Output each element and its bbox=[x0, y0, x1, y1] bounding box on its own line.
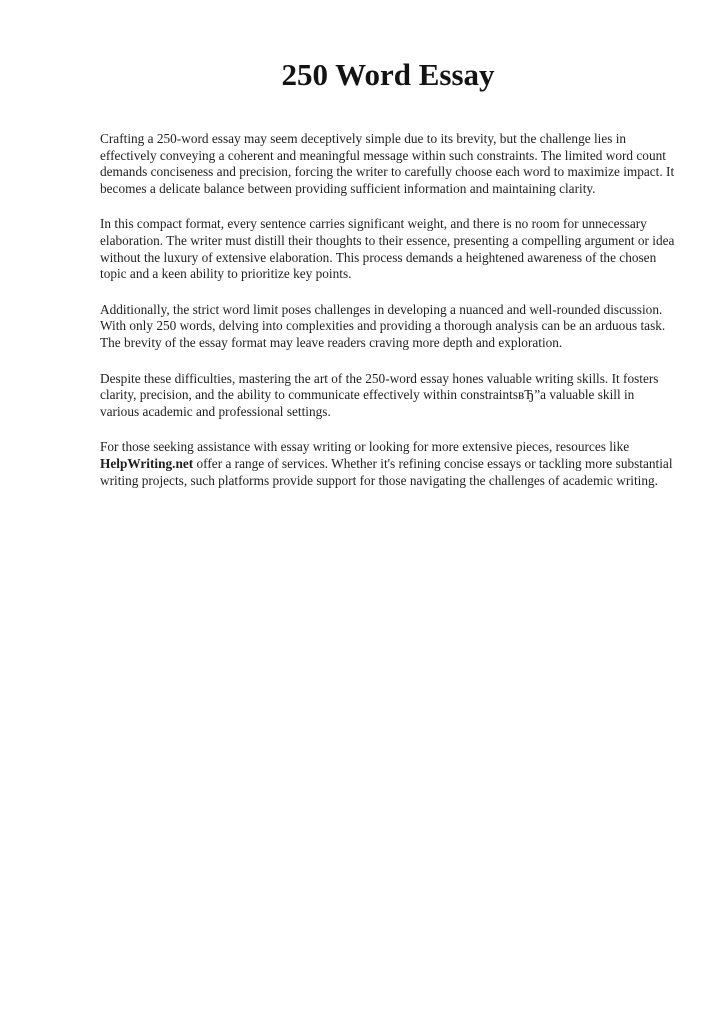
essay-paragraph-3: Additionally, the strict word limit poses challenges in developing a nuanced and well-rounded discussion. With only 250 words, delving into complexities and providing a thorough analysis can be an arduous task. The brevity of the essay format may leave readers craving more depth and exploration. bbox=[100, 301, 666, 350]
brand-name-helpwriting: HelpWriting.net bbox=[100, 455, 194, 471]
paragraph-text-after-brand: offer a range of services. Whether it's refining concise essays or tackling more substantial writing projects, such platforms provide support for those navigating the challenges of academic writing. bbox=[100, 455, 673, 488]
essay-paragraph-1: Crafting a 250-word essay may seem deceptively simple due to its brevity, but the challenge lies in effectively conveying a coherent and meaningful message within such constraints. The limited word count demands conciseness and precision, forcing the writer to carefully choose each word to maximize impact. It becomes a delicate balance between providing sufficient information and maintaining clarity. bbox=[100, 131, 675, 196]
document-content bbox=[100, 58, 676, 508]
essay-paragraph-5 bbox=[100, 439, 676, 489]
essay-paragraph-4: Despite these difficulties, mastering the art of the 250-word essay hones valuable writing skills. It fosters clarity, precision, and the ability to communicate effectively within constraintsвЂ”a valuable skill in various academic and professional settings. bbox=[100, 370, 659, 419]
paragraph-text-before-brand: For those seeking assistance with essay writing or looking for more extensive pieces, resources like bbox=[100, 439, 630, 455]
document-title: 250 Word Essay bbox=[281, 57, 495, 92]
essay-paragraph-2: In this compact format, every sentence carries significant weight, and there is no room for unnecessary elaboration. The writer must distill their thoughts to their essence, presenting a compelling argument or idea without the luxury of extensive elaboration. This process demands a heightened awareness of the chosen topic and a keen ability to prioritize key points. bbox=[100, 216, 675, 282]
